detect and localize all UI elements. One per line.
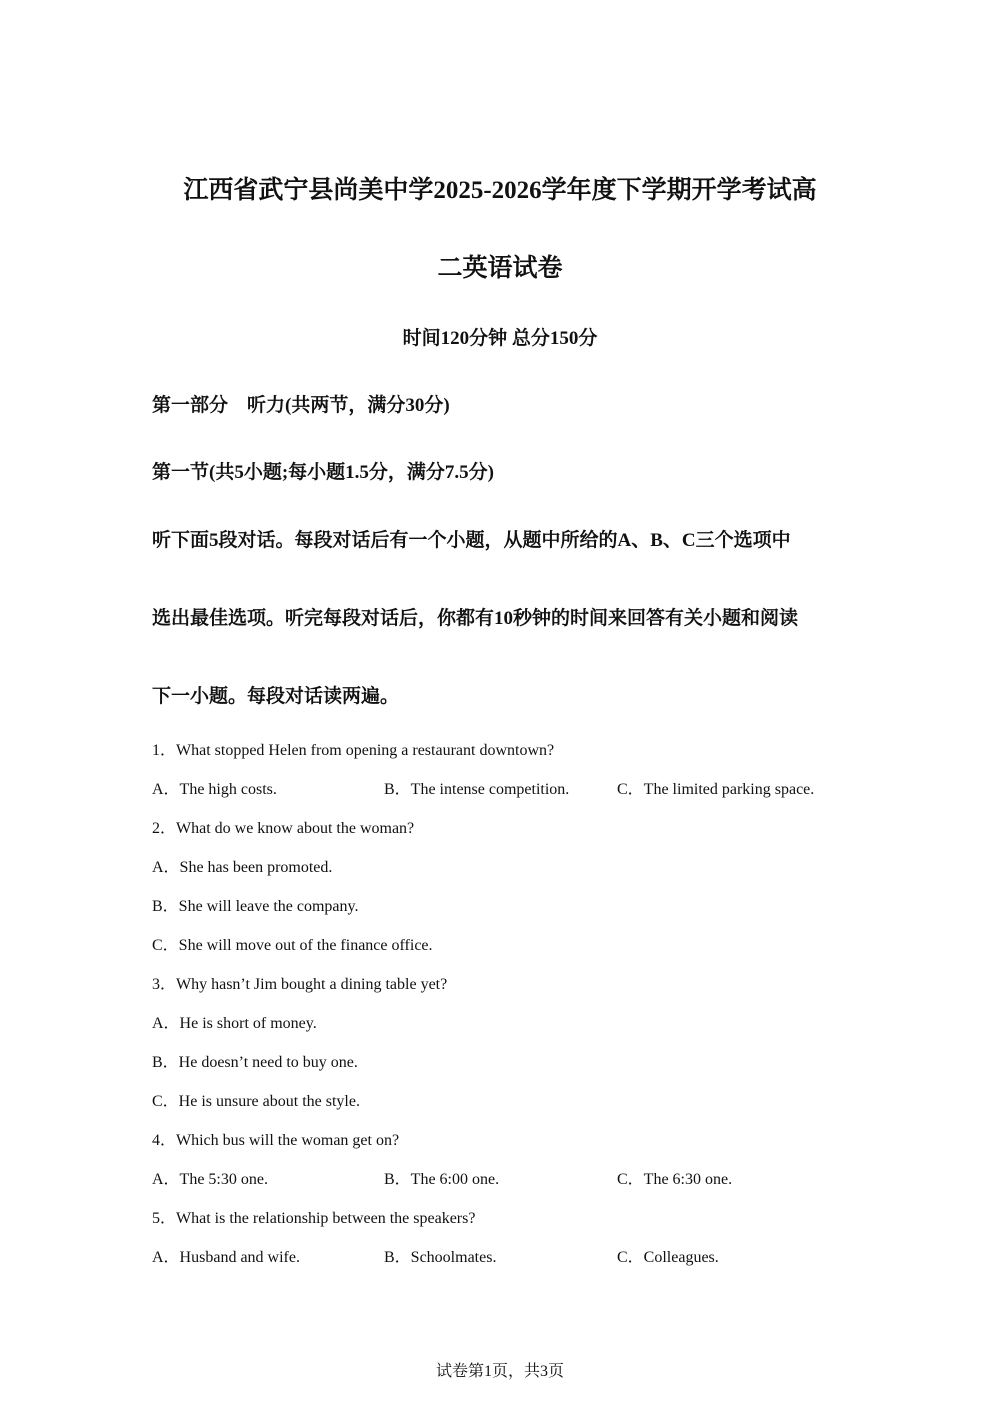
section-one-heading: 第一节(共5小题;每小题1.5分，满分7.5分) (152, 462, 494, 483)
question-4-option-b: B．The 6:00 one. (384, 1171, 500, 1188)
exam-title-line-2: 二英语试卷 (437, 255, 563, 282)
instructions-line-2: 选出最佳选项。听完每段对话后，你都有10秒钟的时间来回答有关小题和阅读 (152, 608, 799, 629)
question-5-option-b: B．Schoolmates. (384, 1249, 497, 1266)
question-5: 5．What is the relationship between the speakers? (152, 1210, 476, 1227)
question-3-option-a: A．He is short of money. (152, 1015, 317, 1032)
question-4-option-c: C．The 6:30 one. (617, 1171, 733, 1188)
time-and-score-info: 时间120分钟 总分150分 (402, 328, 598, 349)
question-1-option-b: B．The intense competition. (384, 781, 570, 798)
question-2-option-c: C．She will move out of the finance office. (152, 937, 433, 954)
exam-title-line-1: 江西省武宁县尚美中学2025-2026学年度下学期开学考试高 (183, 177, 817, 204)
question-1-option-a: A．The high costs. (152, 781, 277, 798)
question-2-option-a: A．She has been promoted. (152, 859, 333, 876)
question-1: 1．What stopped Helen from opening a restaurant downtown? (152, 742, 555, 759)
question-2-option-b: B．She will leave the company. (152, 898, 359, 915)
question-3-option-c: C．He is unsure about the style. (152, 1093, 360, 1110)
question-5-option-c: C．Colleagues. (617, 1249, 719, 1266)
part-one-heading: 第一部分 听力(共两节，满分30分) (152, 395, 450, 416)
page-footer: 试卷第1页，共3页 (435, 1363, 564, 1380)
question-2: 2．What do we know about the woman? (152, 820, 415, 837)
question-4: 4．Which bus will the woman get on? (152, 1132, 400, 1149)
question-3-option-b: B．He doesn’t need to buy one. (152, 1054, 358, 1071)
question-4-option-a: A．The 5:30 one. (152, 1171, 268, 1188)
instructions-line-3: 下一小题。每段对话读两遍。 (152, 686, 400, 707)
question-1-option-c: C．The limited parking space. (617, 781, 815, 798)
question-5-option-a: A．Husband and wife. (152, 1249, 300, 1266)
instructions-line-1: 听下面5段对话。每段对话后有一个小题，从题中所给的A、B、C三个选项中 (152, 530, 791, 551)
question-3: 3．Why hasn’t Jim bought a dining table yet? (152, 976, 448, 993)
